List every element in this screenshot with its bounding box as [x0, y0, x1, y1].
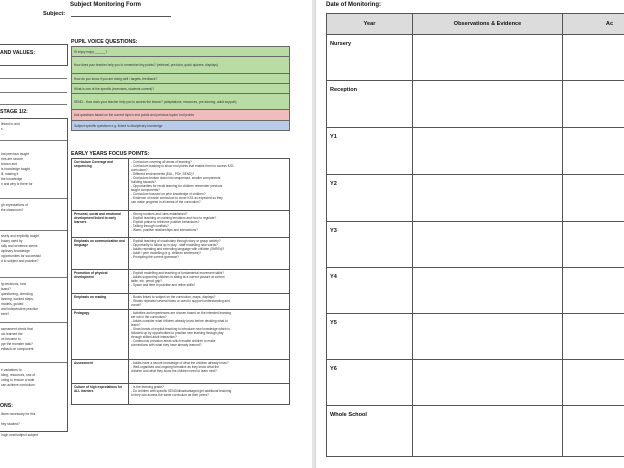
- observations-cell[interactable]: [413, 35, 563, 81]
- pupil-voice-question: SEND - How does your teacher help you to access the lesson? (adaptations, resources, pre-tutoring, adult support): [72, 94, 290, 110]
- left-text: tsand?: [1, 287, 11, 291]
- left-text: hat previous taught: [1, 152, 30, 156]
- pupil-voice-question: What is one of the specific (exercises, students current)?: [72, 84, 290, 94]
- left-row-divider: [0, 92, 67, 93]
- focus-area-label: Assessment: [72, 360, 129, 384]
- left-text: ppr the monster task?: [1, 342, 33, 346]
- early-years-row: [72, 294, 290, 310]
- observations-cell[interactable]: [413, 81, 563, 128]
- pupil-voice-row: [72, 110, 290, 121]
- focus-point: - Strong routines and rules established?: [131, 212, 188, 216]
- monitoring-row: [327, 175, 624, 222]
- subject-label: Subject:: [43, 11, 66, 17]
- column-header: Ac: [563, 14, 624, 35]
- left-text: can achieve curriculum: [1, 383, 35, 387]
- left-text: e variations to: [1, 368, 22, 372]
- monitoring-row: [327, 406, 624, 457]
- focus-point: - Prompting the correct grammar?: [131, 255, 179, 259]
- monitoring-row: [327, 222, 624, 268]
- left-row-divider: [0, 78, 67, 79]
- actions-cell[interactable]: [563, 81, 624, 128]
- observations-cell[interactable]: [413, 175, 563, 222]
- left-text: models, guided: [1, 302, 24, 306]
- focus-point: - Do children with specific SEND/disadvantaged get additional teaching: [131, 389, 232, 393]
- focus-point: - Is the learning grade?: [131, 385, 164, 389]
- focus-point: set out in the curriculum?: [131, 315, 167, 319]
- subject-input-line[interactable]: [71, 16, 171, 17]
- conditions-heading: ONS:: [0, 403, 13, 409]
- focus-area-points: [129, 294, 290, 310]
- pupil-voice-question: How do you know if you are doing well / targets, feedback?: [72, 74, 290, 84]
- left-text: lanning, worked steps,: [1, 297, 34, 301]
- year-label: Y2: [327, 175, 413, 222]
- left-row-divider: [0, 104, 67, 105]
- focus-point: - Explicit teaching on naming emotions and how to regulate?: [131, 216, 217, 220]
- focus-point: teach?: [131, 323, 141, 327]
- year-label: Whole School: [327, 406, 413, 457]
- focus-area-label: Culture of high expectations for ALL learners: [72, 384, 129, 405]
- early-years-row: [72, 310, 290, 360]
- focus-point: - Curriculum covering all areas of learning?: [131, 160, 192, 164]
- focus-point: - Continuous provision areas which enable children to make: [131, 339, 216, 343]
- focus-point: - Activities and experiences are chosen based on the intended learning: [131, 311, 231, 315]
- left-text: the knowledge: [1, 177, 23, 181]
- values-box: [0, 44, 68, 66]
- focus-point: curriculum?: [131, 168, 148, 172]
- date-of-monitoring-label: Date of Monitoring:: [326, 2, 381, 8]
- focus-point: - Curriculum broken down into sequenced, smaller components: [131, 176, 221, 180]
- monitoring-log-page: [315, 0, 624, 468]
- left-text: itions necessary for this: [1, 412, 36, 416]
- focus-area-label: Promotion of physical development: [72, 270, 129, 294]
- focus-point: - Books linked to subject on the curriculum, maps, displays?: [131, 295, 216, 299]
- pupil-voice-row: [72, 94, 290, 110]
- left-row-divider: [0, 230, 67, 231]
- year-label: Reception: [327, 81, 413, 128]
- actions-cell[interactable]: [563, 406, 624, 457]
- focus-point: to they can access the same curriculum as their peers?: [131, 393, 209, 397]
- focus-area-points: [129, 211, 290, 238]
- early-years-heading: EARLY YEARS FOCUS POINTS:: [71, 151, 150, 157]
- focus-point: - Different environments (EAL, PSe, SEND)?: [131, 172, 195, 176]
- focus-point: - Space and time to practise and refine skills?: [131, 283, 196, 287]
- focus-point: - Adults repeating and extending language with children (ShREd)?: [131, 247, 225, 251]
- focus-point: - Evidence of whole curriculum to cover KS1 as expected so they: [131, 196, 223, 200]
- left-text: sively and explicitly taught: [1, 234, 40, 238]
- focus-area-label: Curriculum Coverage and sequencing: [72, 159, 129, 211]
- observations-cell[interactable]: [413, 128, 563, 175]
- focus-point: - Explicit praise to reinforce positive behaviours?: [131, 220, 200, 224]
- pupil-voice-row: [72, 47, 290, 57]
- observations-cell[interactable]: [413, 360, 563, 406]
- focus-point: can make progress in all areas of the curriculum?: [131, 200, 201, 204]
- early-years-row: [72, 360, 290, 384]
- left-text: orting to ensure a wide: [1, 378, 35, 382]
- year-label: Y6: [327, 360, 413, 406]
- focus-point: taught components?: [131, 188, 160, 192]
- pupil-voice-heading: PUPIL VOICE QUESTIONS:: [71, 39, 138, 45]
- early-years-row: [72, 384, 290, 405]
- focus-point: followed up by opportunities to practise new learning through play: [131, 331, 224, 335]
- actions-cell[interactable]: [563, 175, 624, 222]
- left-text: ciplinary knowledge: [1, 249, 30, 253]
- focus-point: connections with what they have already learned?: [131, 343, 202, 347]
- focus-point: - Short bursts of explicit teaching to introduce new knowledge which is: [131, 327, 230, 331]
- focus-point: - Adults supporting children in sitting at a correct posture at correct: [131, 275, 225, 279]
- left-text: lding, resources, use of: [1, 373, 36, 377]
- values-heading: AND VALUES:: [0, 50, 36, 56]
- monitoring-row: [327, 128, 624, 175]
- pupil-voice-table: [71, 46, 290, 131]
- left-text: n and why is there for: [1, 182, 33, 186]
- left-text: questioning, checking: [1, 292, 33, 296]
- focus-point: building towards?: [131, 180, 156, 184]
- actions-cell[interactable]: [563, 35, 624, 81]
- focus-area-points: [129, 360, 290, 384]
- early-years-row: [72, 270, 290, 294]
- left-text: bulary used by: [1, 239, 23, 243]
- focus-area-label: Pedagogy: [72, 310, 129, 360]
- pupil-voice-row: [72, 84, 290, 94]
- observations-cell[interactable]: [413, 314, 563, 360]
- pupil-voice-question: How does your teacher help you to remember key points? (retrieval, pre-tutor, quick quizzes, displays): [72, 57, 290, 74]
- left-text: rms are secure: [1, 157, 23, 161]
- actions-cell[interactable]: [563, 268, 624, 314]
- left-row-divider: [0, 277, 67, 278]
- focus-area-label: Emphasis on reading: [72, 294, 129, 310]
- focus-point: - Curriculum focused on prior knowledge of children?: [131, 192, 206, 196]
- year-label: Y3: [327, 222, 413, 268]
- focus-point: - Talking through conflicts?: [131, 224, 169, 228]
- left-text: linked to and: [1, 122, 20, 126]
- focus-point: - Adult / peer modelling (e.g. children sentences)?: [131, 251, 202, 255]
- left-row-divider: [0, 362, 67, 363]
- actions-cell[interactable]: [563, 128, 624, 175]
- pupil-voice-row: [72, 57, 290, 74]
- year-label: Y1: [327, 128, 413, 175]
- column-header: Year: [327, 14, 413, 35]
- monitoring-row: [327, 81, 624, 128]
- left-text: opportunities for successful: [1, 254, 41, 258]
- left-text: hey studied?: [1, 422, 20, 426]
- focus-point: - Opportunities for recall learning for children remember previous: [131, 184, 223, 188]
- actions-cell[interactable]: [563, 222, 624, 268]
- focus-area-points: [129, 384, 290, 405]
- left-text: edback on component: [1, 347, 34, 351]
- year-label: Y4: [327, 268, 413, 314]
- monitoring-row: [327, 268, 624, 314]
- focus-area-points: [129, 310, 290, 360]
- focus-area-label: Personal, social and emotional development linked to early learners: [72, 211, 129, 238]
- focus-point: - Opportunity to follow up in play - staff modelling new words?: [131, 243, 218, 247]
- left-text: the classroom?: [1, 208, 24, 212]
- pupil-voice-question: Ask questions based on the current topic's end points and previous topics' end points: [72, 110, 290, 121]
- observations-cell[interactable]: [413, 222, 563, 268]
- focus-point: vocab?: [131, 303, 142, 307]
- left-row-divider: [0, 322, 67, 323]
- focus-point: - Stories repeated several times or used to support understanding and: [131, 299, 230, 303]
- key-stage-heading: STAGE 1/2:: [0, 109, 28, 115]
- pupil-voice-question: I'll enjoy enjoy ______?: [72, 47, 290, 57]
- left-text: ...: [1, 132, 4, 136]
- left-row-divider: [0, 140, 67, 141]
- left-text: ssessment check that: [1, 327, 33, 331]
- focus-point: - Curriculum tracking to show end points that enable them to access KS1: [131, 164, 234, 168]
- left-text: ill, making it: [1, 172, 19, 176]
- left-text: gh expectations of: [1, 203, 28, 207]
- monitoring-row: [327, 360, 624, 406]
- focus-point: through skilled adult interaction?: [131, 335, 177, 339]
- focus-point: - Explicit modelling and teaching of fundamental movement skills?: [131, 271, 225, 275]
- left-text: is knowledge taught: [1, 167, 31, 171]
- left-text: d to subject and practice?: [1, 259, 39, 263]
- focus-point: - Well-organised and ongoing formative as they know what the: [131, 365, 219, 369]
- focus-point: - Adults have a secure knowledge of what the children already know?: [131, 361, 229, 365]
- left-text: ig decisions, how: [1, 282, 27, 286]
- form-title: Subject Monitoring Form: [70, 2, 141, 8]
- focus-area-label: Emphasis on communication and language: [72, 238, 129, 270]
- monitoring-row: [327, 35, 624, 81]
- pupil-voice-row: [72, 121, 290, 131]
- left-text: rally and sentence stems: [1, 244, 38, 248]
- early-years-table: [71, 158, 290, 405]
- left-text: bent?: [1, 312, 10, 316]
- column-header: Observations & Evidence: [413, 14, 563, 35]
- actions-cell[interactable]: [563, 314, 624, 360]
- focus-area-points: [129, 238, 290, 270]
- left-row-divider: [0, 198, 67, 199]
- early-years-row: [72, 159, 290, 211]
- observations-cell[interactable]: [413, 406, 563, 457]
- left-text: ow learned the: [1, 332, 23, 336]
- monitoring-row: [327, 314, 624, 360]
- left-text: and independent practice: [1, 307, 39, 311]
- pupil-voice-question: Subject specific questions e.g. linked to disciplinary knowledge: [72, 121, 290, 131]
- focus-area-points: [129, 270, 290, 294]
- early-years-row: [72, 238, 290, 270]
- focus-point: table, etc. pencil grip?: [131, 279, 163, 283]
- early-years-row: [72, 211, 290, 238]
- year-label: Nursery: [327, 35, 413, 81]
- focus-point: - Explicit teaching of vocabulary through story or group activity?: [131, 239, 221, 243]
- year-label: Y5: [327, 314, 413, 360]
- monitoring-table: [326, 13, 624, 457]
- focus-point: - Adults consider what children already know before deciding what to: [131, 319, 228, 323]
- actions-cell[interactable]: [563, 360, 624, 406]
- observations-cell[interactable]: [413, 268, 563, 314]
- left-text: hugh new/subject subject: [1, 433, 39, 437]
- focus-point: - Warm, positive relationships and interactions?: [131, 228, 198, 232]
- left-text: ve become to: [1, 337, 21, 341]
- focus-point: children and what they know the children need to learn next?: [131, 369, 217, 373]
- left-text: known and: [1, 162, 17, 166]
- pupil-voice-row: [72, 74, 290, 84]
- left-text: s: [1, 127, 3, 131]
- focus-area-points: [129, 159, 290, 211]
